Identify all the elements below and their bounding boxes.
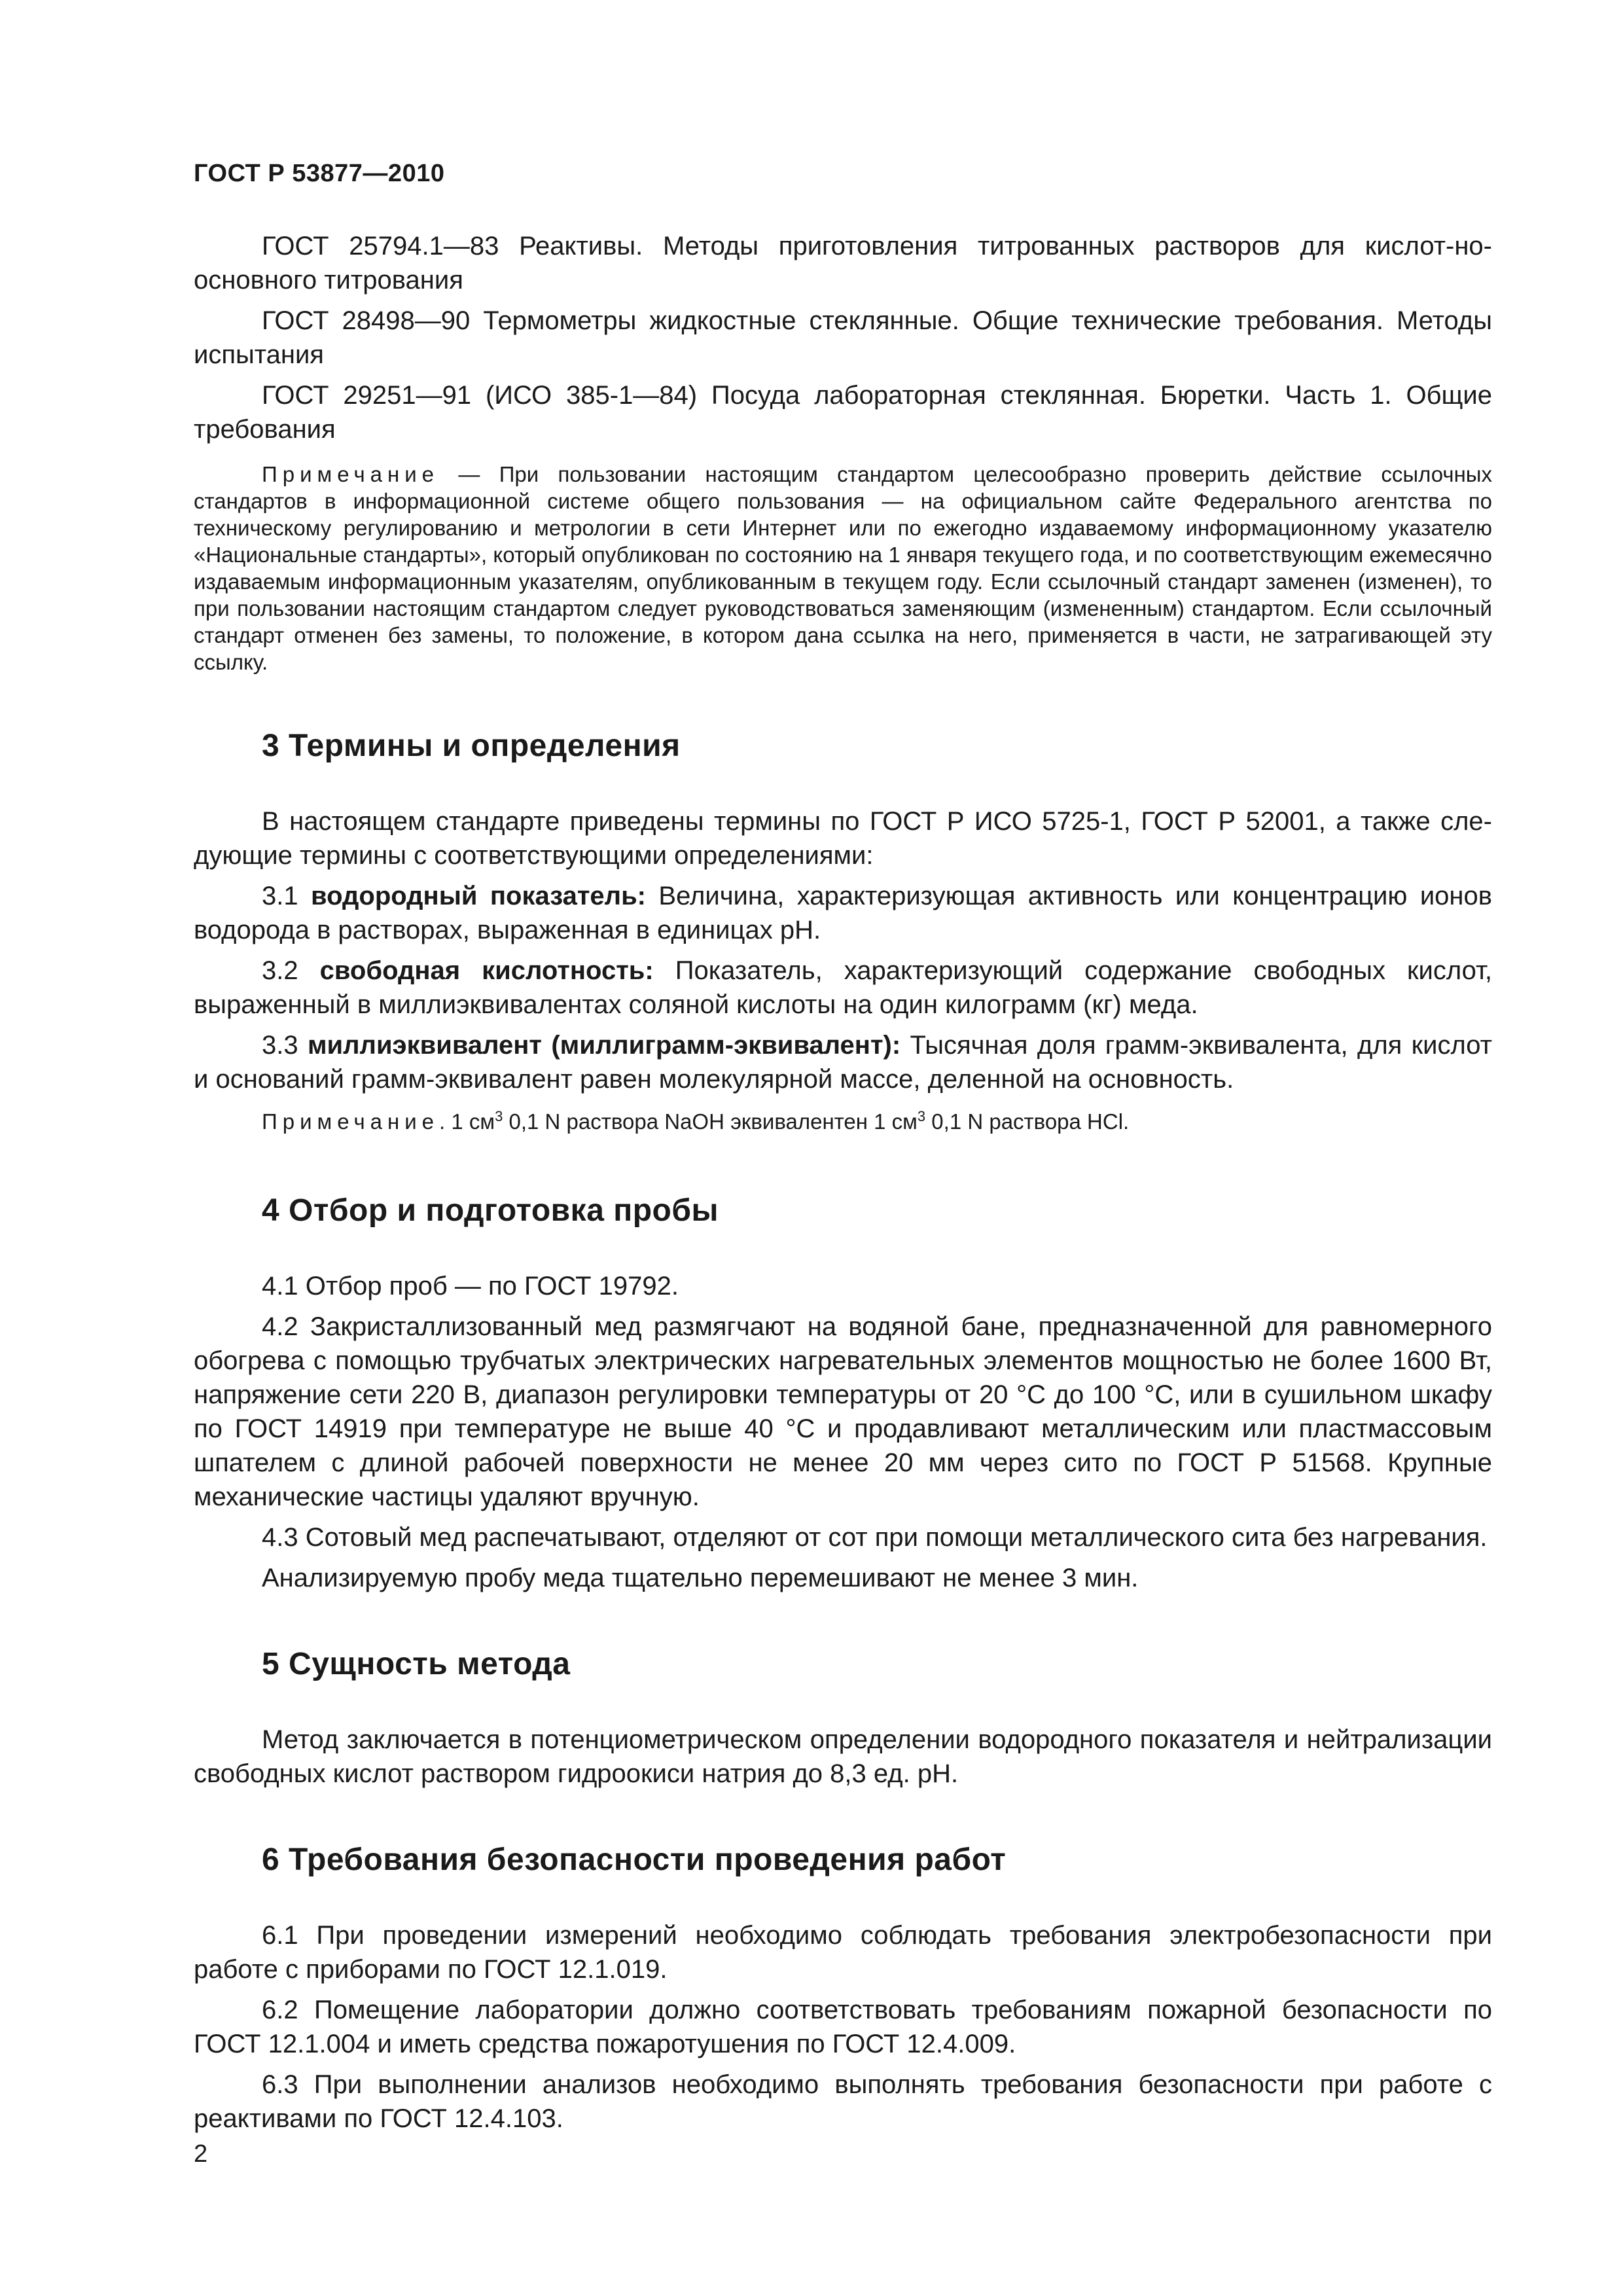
section-3-intro: В настоящем стандарте приведены термины по ГОСТ Р ИСО 5725-1, ГОСТ Р 52001, а также следующие термины с соответствующими определениями: <box>194 807 1492 870</box>
section-6-p2: 6.2 Помещение лаборатории должно соответствовать требованиям пожарной безопасности по ГОСТ 12.1.004 и иметь средства пожаротушения по ГОСТ 12.4.009. <box>194 1996 1492 2058</box>
note-text: — При пользовании настоящим стандартом целесообразно проверить действие ссылочных стандартов в информационной системе общего пользования — на официальном сайте Федерального агентства по техническому регулированию и метрологии в сети Интернет или по ежегодно издаваемому информационному указателю «Национальные стандарты», который опубликован по состоянию на 1 января текущего года, и по соответствующим ежемесячно издаваемым информационным указателям, опубликованным в текущем году. Если ссылочный стандарт заменен (изменен), то при пользовании настоящим стандартом следует руководствоваться заменяющим (измененным) стандартом. Если ссылочный стандарт отменен без замены, то положение, в котором дана ссылка на него, применяется в части, не затрагивающей эту ссылку. <box>194 462 1493 674</box>
section-5-title: 5 Сущность метода <box>262 1647 571 1681</box>
section-4-p2: 4.2 Закристаллизованный мед размягчают на водяной бане, предназначенной для равномерного обогрева с помощью трубчатых электрических нагревательных элементов мощностью не более 1600 Вт, напряжение сети 220 В, диапазон регулировки температуры от 20 °С до 100 °С, или в сушильном шкафу по ГОСТ 14919 при температуре не выше 40 °С и продавливают металлическим или пластмассовым шпателем с длиной рабочей поверхности не менее 20 мм через сито по ГОСТ Р 51568. Крупные механические частицы удаляют вручную. <box>194 1312 1492 1511</box>
note-part: 0,1 N раствора NaOH эквивалентен 1 см <box>503 1109 918 1134</box>
section-4-p1: 4.1 Отбор проб — по ГОСТ 19792. <box>262 1272 679 1300</box>
reference-gost-25794: ГОСТ 25794.1—83 Реактивы. Методы приготовления титрованных растворов для кислот-но-основного титрования <box>194 232 1492 295</box>
section-3-note <box>194 1108 1492 1135</box>
superscript: 3 <box>495 1108 503 1124</box>
document-body <box>194 229 1492 2142</box>
section-3-title: 3 Термины и определения <box>262 728 681 763</box>
term-number: 3.1 <box>262 882 298 910</box>
reference-gost-28498: ГОСТ 28498—90 Термометры жидкостные стеклянные. Общие технические требования. Методы испытания <box>194 306 1492 369</box>
section-5-p1: Метод заключается в потенциометрическом определении водородного показателя и нейтрализации свободных кислот раствором гидроокиси натрия до 8,3 ед. pH. <box>194 1725 1492 1788</box>
term-name: водородный показатель: <box>311 882 646 910</box>
term-definition: Величина, характеризующая активность или концентрацию ионов водорода в растворах, выраженная в единицах pH. <box>194 882 1492 944</box>
section-6-title: 6 Требования безопасности проведения работ <box>262 1842 1007 1877</box>
section-4-title: 4 Отбор и подготовка пробы <box>262 1193 719 1228</box>
reference-gost-29251: ГОСТ 29251—91 (ИСО 385-1—84) Посуда лабораторная стеклянная. Бюретки. Часть 1. Общие требования <box>194 381 1492 444</box>
term-name: миллиэквивалент (миллиграмм-эквивалент): <box>307 1031 901 1060</box>
section-6-p3: 6.3 При выполнении анализов необходимо выполнять требования безопасности при работе с реактивами по ГОСТ 12.4.103. <box>194 2070 1492 2133</box>
term-definition: Показатель, характеризующий содержание свободных кислот, выраженный в миллиэквивалентах соляной кислоты на один килограмм (кг) меда. <box>194 956 1492 1019</box>
note-label: Примечание <box>262 462 440 486</box>
term-name: свободная кислотность: <box>319 956 654 985</box>
references-note <box>194 461 1492 675</box>
term-3-3 <box>194 1028 1492 1096</box>
superscript: 3 <box>917 1108 926 1124</box>
note-part: . 1 см <box>439 1109 495 1134</box>
term-number: 3.2 <box>262 956 298 985</box>
note-label: Примечание <box>262 1109 440 1134</box>
term-3-1 <box>194 879 1492 947</box>
term-number: 3.3 <box>262 1031 298 1060</box>
note-part: 0,1 N раствора HCl. <box>925 1109 1130 1134</box>
term-3-2 <box>194 954 1492 1022</box>
page-number: 2 <box>194 2140 208 2168</box>
document-header: ГОСТ Р 53877—2010 <box>194 160 445 187</box>
term-definition: Тысячная доля грамм-эквивалента, для кислот и оснований грамм-эквивалент равен молекулярной массе, деленной на основность. <box>194 1031 1492 1094</box>
section-4-p4: Анализируемую пробу меда тщательно перемешивают не менее 3 мин. <box>262 1564 1139 1592</box>
section-4-p3: 4.3 Сотовый мед распечатывают, отделяют от сот при помощи металлического сита без нагревания. <box>262 1523 1488 1552</box>
section-6-p1: 6.1 При проведении измерений необходимо соблюдать требования электробезопасности при работе с приборами по ГОСТ 12.1.019. <box>194 1921 1492 1984</box>
